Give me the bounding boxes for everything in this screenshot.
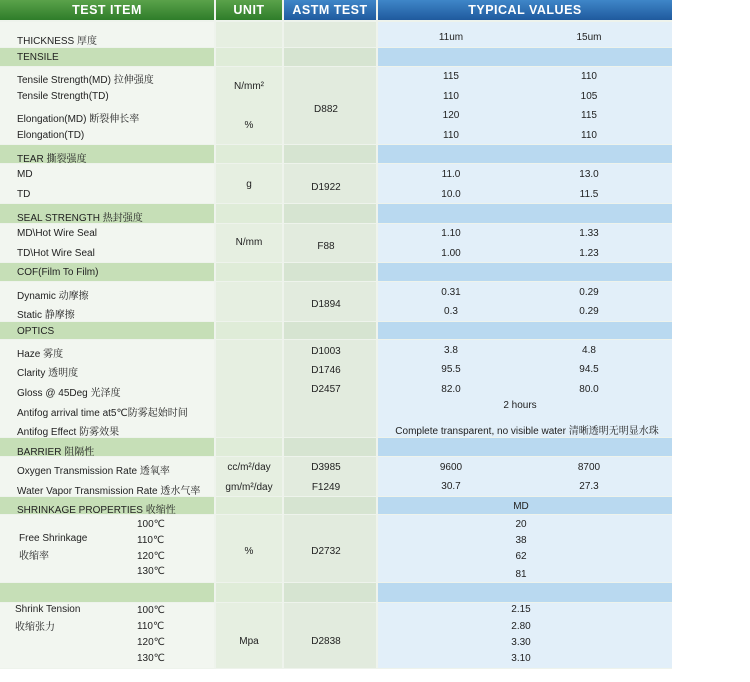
- el-md-label: Elongation(MD) 断裂伸长率: [17, 114, 140, 125]
- band-cell: [378, 164, 672, 203]
- band-cell: [284, 263, 376, 281]
- haze-label: Haze 雾度: [17, 349, 64, 360]
- band-cell: [0, 583, 214, 602]
- section-barrier: BARRIER 阻隔性: [17, 447, 95, 458]
- tensile-astm: D882: [314, 104, 338, 115]
- header-test-item: TEST ITEM: [0, 0, 214, 20]
- value-cell: 0.29: [579, 287, 599, 298]
- value-cell: 110: [443, 130, 459, 141]
- value-cell: 0.31: [441, 287, 461, 298]
- value-cell: 27.3: [579, 481, 599, 492]
- free-shrink-temp: 130℃: [137, 566, 165, 577]
- haze-astm: D1003: [311, 346, 341, 357]
- value-cell: 2.80: [511, 621, 531, 632]
- band-cell: [216, 22, 282, 47]
- seal-md-label: MD\Hot Wire Seal: [17, 228, 98, 239]
- cof-astm: D1894: [311, 299, 341, 310]
- band-cell: [378, 22, 672, 47]
- band-cell: [378, 67, 672, 144]
- value-cell: 10.0: [441, 189, 461, 200]
- shrink-tension-temp: 100℃: [137, 605, 165, 616]
- free-shrink-unit: %: [244, 546, 254, 557]
- value-cell: 2.15: [511, 604, 531, 615]
- tensile-unit-strength: N/mm²: [234, 81, 264, 92]
- cof-sta-label: Static 静摩擦: [17, 310, 75, 321]
- band-cell: [216, 497, 282, 514]
- value-cell: 3.8: [444, 345, 458, 356]
- band-cell: [216, 340, 282, 437]
- value-cell: 82.0: [441, 384, 461, 395]
- band-cell: [284, 438, 376, 456]
- band-cell: [216, 438, 282, 456]
- section-seal: SEAL STRENGTH 热封强度: [17, 213, 143, 224]
- clarity-astm: D1746: [311, 365, 341, 376]
- section-tear: TEAR 撕裂强度: [17, 154, 87, 165]
- clarity-label: Clarity 透明度: [17, 368, 79, 379]
- band-cell: [216, 263, 282, 281]
- value-cell: 110: [581, 130, 597, 141]
- value-cell: 9600: [439, 462, 463, 473]
- band-cell: [216, 282, 282, 321]
- value-cell: 120: [442, 110, 460, 121]
- band-cell: [216, 145, 282, 163]
- value-cell: 8700: [577, 462, 601, 473]
- band-cell: [284, 204, 376, 223]
- band-cell: [216, 322, 282, 339]
- shrink-tension-label-cn: 收缩张力: [15, 622, 55, 633]
- el-td-label: Elongation(TD): [17, 130, 85, 141]
- ts-td-label: Tensile Strength(TD): [17, 91, 109, 102]
- band-cell: [216, 48, 282, 66]
- value-cell: 62: [515, 551, 527, 562]
- band-cell: [216, 583, 282, 602]
- value-cell: 38: [515, 535, 527, 546]
- section-tensile: TENSILE: [17, 52, 59, 63]
- value-cell: 115: [581, 110, 597, 121]
- band-cell: [378, 204, 672, 223]
- value-cell: 11um: [438, 32, 464, 43]
- shrink-tension-temp: 110℃: [137, 621, 165, 632]
- free-shrink-temp: 100℃: [137, 519, 165, 530]
- otr-label: Oxygen Transmission Rate 透氧率: [17, 466, 170, 477]
- tear-md-label: MD: [17, 169, 33, 180]
- band-cell: [284, 22, 376, 47]
- wvtr-unit: gm/m²/day: [225, 482, 273, 493]
- free-shrink-label-cn: 收缩率: [19, 551, 49, 562]
- tear-td-label: TD: [17, 189, 31, 200]
- tear-unit: g: [246, 179, 252, 190]
- thickness-label: THICKNESS 厚度: [17, 36, 98, 47]
- band-cell: [284, 497, 376, 514]
- band-cell: [378, 145, 672, 163]
- band-cell: [378, 282, 672, 321]
- value-cell: 4.8: [582, 345, 596, 356]
- header-typical-values: TYPICAL VALUES: [378, 0, 672, 20]
- value-cell: 11.0: [441, 169, 461, 180]
- otr-unit: cc/m²/day: [227, 462, 271, 473]
- seal-td-label: TD\Hot Wire Seal: [17, 248, 95, 259]
- value-cell: MD: [513, 501, 529, 512]
- section-shrinkage: SHRINKAGE PROPERTIES 收缩性: [17, 505, 176, 516]
- shrink-tension-temp: 130℃: [137, 653, 165, 664]
- free-shrink-temp: 110℃: [137, 535, 165, 546]
- band-cell: [284, 322, 376, 339]
- value-cell: Complete transparent, no visible water 清晰透明无明显水珠: [395, 426, 659, 437]
- free-shrink-temp: 120℃: [137, 551, 165, 562]
- gloss-astm: D2457: [311, 384, 341, 395]
- value-cell: 115: [443, 71, 459, 82]
- value-cell: 13.0: [579, 169, 599, 180]
- antifog-effect-label: Antifog Effect 防雾效果: [17, 427, 120, 438]
- value-cell: 2 hours: [503, 400, 537, 411]
- value-cell: 105: [580, 91, 598, 102]
- value-cell: 3.30: [511, 637, 531, 648]
- value-cell: 1.10: [441, 228, 461, 239]
- value-cell: 20: [515, 519, 527, 530]
- value-cell: 3.10: [511, 653, 531, 664]
- band-cell: [216, 204, 282, 223]
- antifog-time-label: Antifog arrival time at5℃防雾起始时间: [17, 408, 188, 419]
- wvtr-astm: F1249: [311, 482, 341, 493]
- band-cell: [378, 224, 672, 262]
- band-cell: [284, 583, 376, 602]
- shrink-tension-label-en: Shrink Tension: [15, 604, 81, 615]
- cof-dyn-label: Dynamic 动摩擦: [17, 291, 89, 302]
- value-cell: 80.0: [579, 384, 599, 395]
- value-cell: 110: [581, 71, 597, 82]
- value-cell: 15um: [576, 32, 602, 43]
- band-cell: [284, 145, 376, 163]
- value-cell: 94.5: [579, 364, 599, 375]
- free-shrink-label-en: Free Shrinkage: [19, 533, 88, 544]
- wvtr-label: Water Vapor Transmission Rate 透水气率: [17, 486, 201, 497]
- shrink-tension-astm: D2838: [311, 636, 341, 647]
- shrink-tension-unit: Mpa: [239, 636, 259, 647]
- value-cell: 30.7: [441, 481, 461, 492]
- band-cell: [378, 457, 672, 496]
- value-cell: 95.5: [441, 364, 461, 375]
- value-cell: 1.33: [579, 228, 599, 239]
- value-cell: 110: [443, 91, 459, 102]
- shrink-tension-temp: 120℃: [137, 637, 165, 648]
- value-cell: 0.3: [444, 306, 458, 317]
- otr-astm: D3985: [311, 462, 341, 473]
- band-cell: [378, 438, 672, 456]
- band-cell: [378, 583, 672, 602]
- tensile-unit-elongation: %: [244, 120, 254, 131]
- value-cell: 11.5: [579, 189, 599, 200]
- value-cell: 1.23: [579, 248, 599, 259]
- value-cell: 1.00: [441, 248, 461, 259]
- header-unit: UNIT: [216, 0, 282, 20]
- band-cell: [378, 48, 672, 66]
- ts-md-label: Tensile Strength(MD) 拉伸强度: [17, 75, 154, 86]
- value-cell: 81: [515, 569, 527, 580]
- band-cell: [378, 322, 672, 339]
- band-cell: [378, 263, 672, 281]
- seal-astm: F88: [317, 241, 335, 252]
- band-cell: [284, 48, 376, 66]
- band-cell: [216, 67, 282, 144]
- seal-unit: N/mm: [235, 237, 263, 248]
- tear-astm: D1922: [311, 182, 341, 193]
- section-cof: COF(Film To Film): [17, 267, 99, 278]
- gloss-label: Gloss @ 45Deg 光泽度: [17, 388, 121, 399]
- value-cell: 0.29: [579, 306, 599, 317]
- header-astm: ASTM TEST: [284, 0, 376, 20]
- section-optics: OPTICS: [17, 326, 55, 337]
- free-shrink-astm: D2732: [311, 546, 341, 557]
